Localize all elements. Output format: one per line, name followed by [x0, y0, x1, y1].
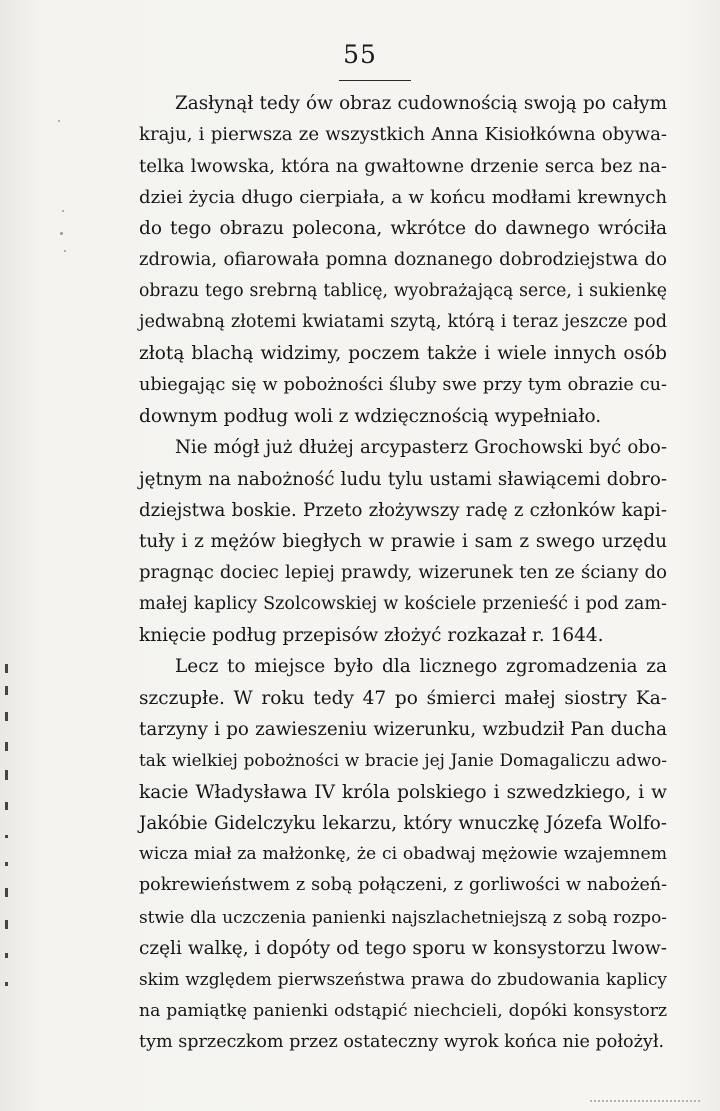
text-line: Nie mógł już dłużej arcypasterz Grochowski być obo-: [175, 437, 667, 459]
text-line: knięcie podług przepisów złożyć rozkazał r. 1644.: [139, 625, 604, 647]
text-line: na pamiątkę panienki odstąpić niechcieli, dopóki konsystorz: [139, 1000, 667, 1021]
text-line: Jakóbie Gidelczyku lekarzu, który wnuczkę Józefa Wolfo-: [139, 812, 667, 834]
text-line: wicza miał za małżonkę, że ci obadwaj mężowie wzajemnem: [139, 844, 667, 865]
text-line: małej kaplicy Szolcowskiej w kościele przenieść i pod zam-: [139, 593, 667, 614]
text-line: tym sprzeczkom przez ostateczny wyrok końca nie położył.: [139, 1031, 665, 1052]
text-line: tak wielkiej pobożności w bracie jej Janie Domagaliczu adwo-: [139, 750, 667, 771]
text-line: dziejstwa boskie. Przeto złożywszy radę z członków kapi-: [139, 499, 667, 521]
text-line: stwie dla uczczenia panienki najszlachetniejszą z sobą rozpo-: [139, 906, 667, 927]
text-line: obrazu tego srebrną tablicę, wyobrażającą serce, i sukienkę: [139, 280, 667, 301]
text-line: jedwabną złotemi kwiatami szytą, którą i teraz jeszcze pod: [139, 312, 667, 333]
text-line: ubiegając się w pobożności śluby swe przy tym obrazie cu-: [139, 374, 667, 395]
text-line: skim względem pierwszeństwa prawa do zbudowania kaplicy: [139, 969, 667, 990]
text-line: Lecz to miejsce było dla licznego zgromadzenia za: [175, 656, 667, 678]
text-line: do tego obrazu polecona, wkrótce do dawnego wróciła: [139, 218, 667, 240]
text-line: pragnąc dociec lepiej prawdy, wizerunek ten ze ściany do: [139, 562, 667, 584]
text-line: kraju, i pierwsza ze wszystkich Anna Kisiołkówna obywa-: [139, 124, 667, 146]
text-line: jętnym na nabożność ludu tylu ustami sławiącemi dobro-: [139, 468, 667, 490]
text-line: częli walkę, i dopóty od tego sporu w konsystorzu lwow-: [139, 938, 667, 960]
text-line: złotą blachą widzimy, poczem także i wiele innych osób: [139, 343, 667, 365]
text-line: kacie Władysława IV króla polskiego i szwedzkiego, i w: [139, 781, 667, 803]
text-line: zdrowia, ofiarowała pomna doznanego dobrodziejstwa do: [139, 249, 667, 271]
text-line: downym podług woli z wdzięcznością wypełniało.: [139, 405, 602, 427]
bottom-edge-marks: [590, 1100, 700, 1104]
text-line: Zasłynął tedy ów obraz cudownością swoją po całym: [175, 93, 667, 114]
page-number: 55: [343, 40, 377, 69]
body-text: [139, 88, 667, 1058]
text-line: pokrewieństwem z sobą połączeni, z gorliwości w nabożeń-: [139, 875, 667, 896]
text-line: dziei życia długo cierpiała, a w końcu modłami krewnych: [139, 186, 667, 208]
text-line: telka lwowska, która na gwałtowne drzenie serca bez na-: [139, 155, 667, 177]
page-number-rule: [339, 80, 411, 81]
text-line: tarzyny i po zawieszeniu wizerunku, wzbudził Pan ducha: [139, 718, 667, 740]
text-line: tuły i z mężów biegłych w prawie i sam z swego urzędu: [139, 531, 667, 553]
text-line: szczupłe. W roku tedy 47 po śmierci małej siostry Ka-: [139, 687, 667, 709]
left-margin-bleed: [0, 0, 20, 1111]
